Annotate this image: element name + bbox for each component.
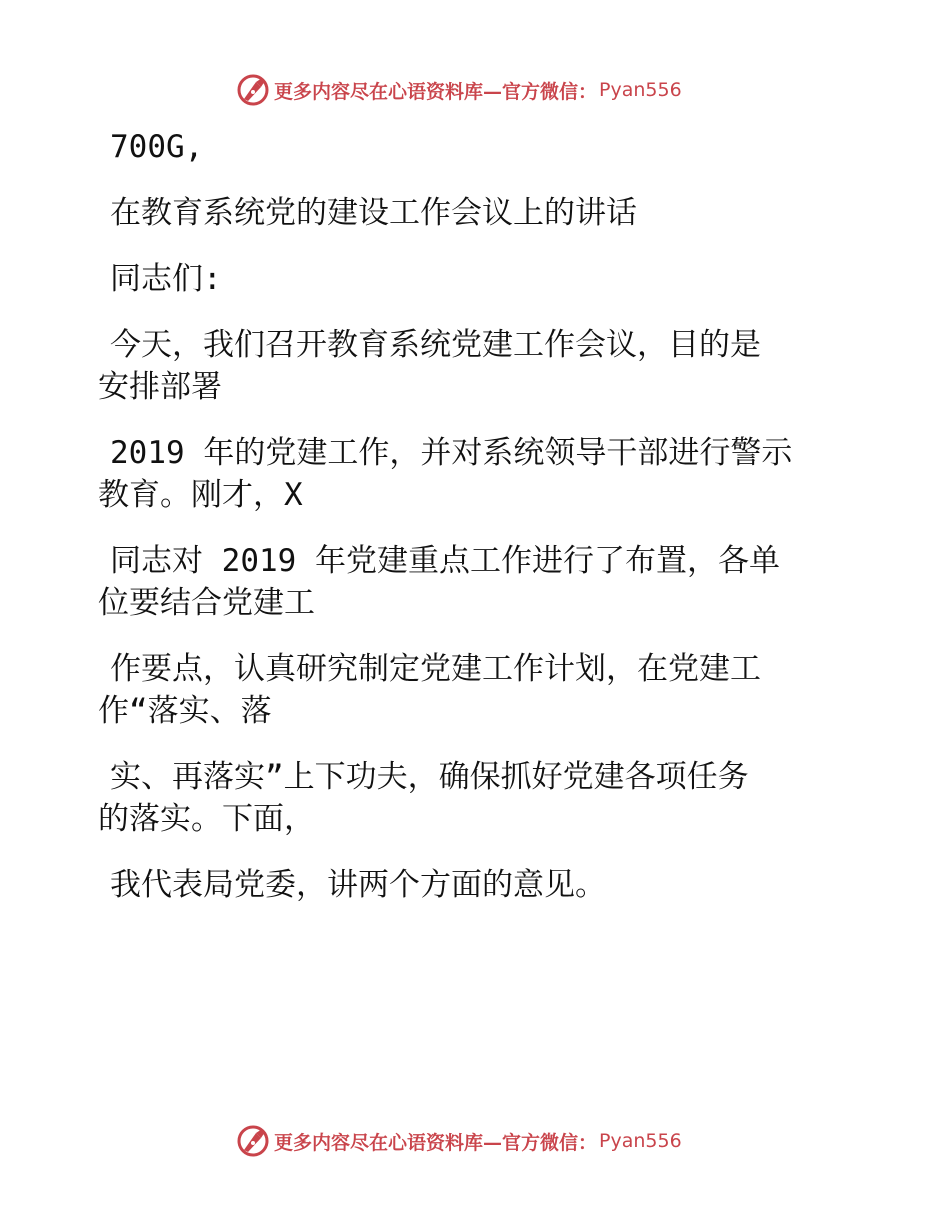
doc-line-code: 700G, (110, 129, 204, 165)
doc-salutation: 同志们: (110, 261, 222, 297)
doc-line: 同志对 2019 年党建重点工作进行了布置，各单 (110, 543, 780, 579)
doc-line: 作“落实、落 (98, 693, 272, 729)
doc-title: 在教育系统党的建设工作会议上的讲话 (110, 195, 637, 231)
doc-line: 安排部署 (98, 369, 222, 405)
doc-line: 作要点，认真研究制定党建工作计划，在党建工 (110, 651, 761, 687)
footer-watermark (236, 1124, 682, 1158)
doc-line: 我代表局党委，讲两个方面的意见。 (110, 867, 606, 903)
pen-nib-logo-icon (236, 73, 270, 107)
header-watermark (236, 73, 682, 107)
watermark-wechat-id: Pyan556 (599, 1130, 682, 1152)
doc-line: 教育。刚才，X (98, 477, 303, 513)
doc-line: 实、再落实”上下功夫，确保抓好党建各项任务 (110, 759, 749, 795)
watermark-text: 更多内容尽在心语资料库—官方微信： (274, 1131, 598, 1154)
document-body (98, 118, 858, 906)
watermark-text: 更多内容尽在心语资料库—官方微信： (274, 80, 598, 103)
doc-line: 的落实。下面， (98, 801, 315, 837)
doc-line: 位要结合党建工 (98, 585, 315, 621)
pen-nib-logo-icon (236, 1124, 270, 1158)
doc-line: 今天，我们召开教育系统党建工作会议，目的是 (110, 327, 761, 363)
watermark-wechat-id: Pyan556 (599, 79, 682, 101)
doc-line: 2019 年的党建工作，并对系统领导干部进行警示 (110, 435, 793, 471)
